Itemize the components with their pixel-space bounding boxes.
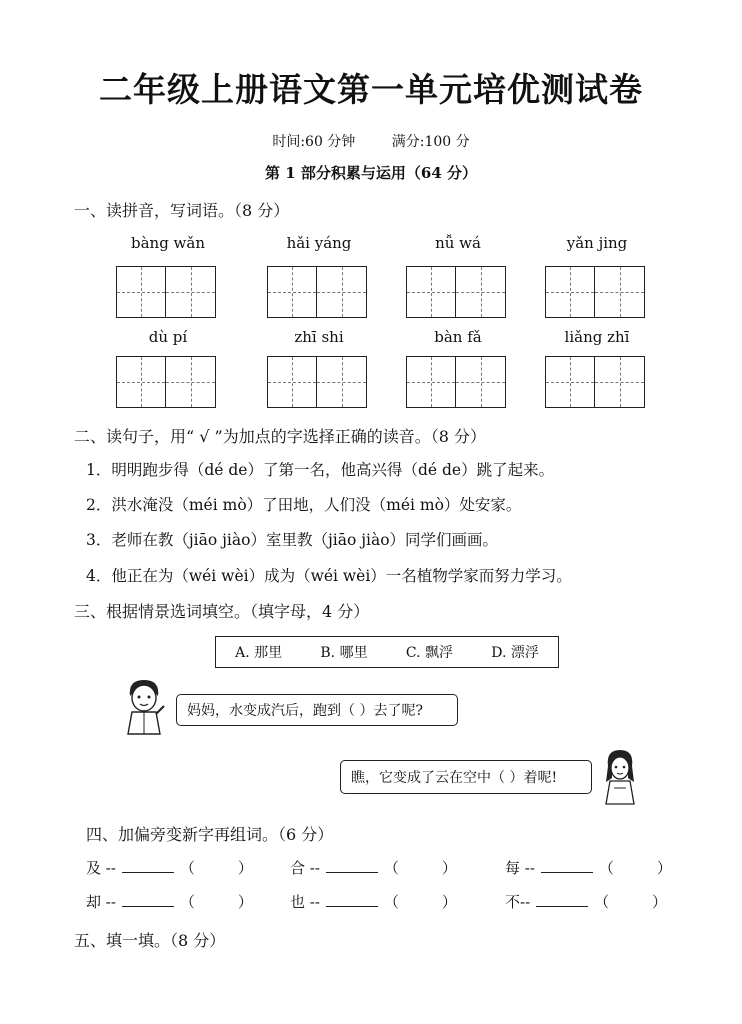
option-c: C. 飘浮 — [405, 645, 453, 661]
answer-blank[interactable] — [541, 858, 593, 873]
part-heading: 第 1 部分积累与运用（64 分） — [265, 164, 477, 182]
answer-blank[interactable] — [536, 892, 588, 907]
radical-item-4: 却 -- （ ） — [86, 893, 253, 911]
pinyin-8: liǎng zhī — [564, 328, 630, 346]
tianzige-2[interactable] — [267, 266, 367, 318]
radical-item-6: 不-- （ ） — [505, 893, 668, 911]
option-d: D. 漂浮 — [491, 645, 539, 661]
word-options-box — [215, 636, 559, 668]
pinyin-4: yǎn jing — [566, 234, 628, 252]
radical-item-5: 也 -- （ ） — [290, 893, 457, 911]
tianzige-6[interactable] — [267, 356, 367, 408]
pinyin-2: hǎi yáng — [286, 234, 352, 252]
boy-speech-bubble: 妈妈，水变成汽后，跑到（ ）去了呢? — [176, 694, 458, 726]
pinyin-6: zhī shi — [294, 328, 344, 346]
question-2-1: 1．明明跑步得（dé de）了第一名，他高兴得（dé de）跳了起来。 — [86, 461, 555, 479]
pinyin-1: bàng wǎn — [130, 234, 206, 252]
question-2-2: 2．洪水淹没（méi mò）了田地，人们没（méi mò）处安家。 — [86, 496, 522, 514]
radical-item-1: 及 -- （ ） — [86, 859, 253, 877]
tianzige-1[interactable] — [116, 266, 216, 318]
tianzige-8[interactable] — [545, 356, 645, 408]
girl-illustration — [600, 748, 640, 806]
section5-heading: 五、填一填。（8 分） — [74, 931, 226, 950]
answer-blank[interactable] — [122, 858, 174, 873]
section4-heading: 四、加偏旁变新字再组词。（6 分） — [86, 825, 334, 844]
section1-heading: 一、读拼音，写词语。（8 分） — [74, 201, 290, 220]
boy-illustration — [120, 676, 168, 738]
tianzige-7[interactable] — [406, 356, 506, 408]
option-b: B. 哪里 — [320, 645, 368, 661]
radical-item-2: 合 -- （ ） — [290, 859, 457, 877]
radical-item-3: 每 -- （ ） — [505, 859, 672, 877]
question-2-4: 4．他正在为（wéi wèi）成为（wéi wèi）一名植物学家而努力学习。 — [86, 567, 572, 585]
answer-blank[interactable] — [326, 858, 378, 873]
page-title: 二年级上册语文第一单元培优测试卷 — [99, 70, 643, 109]
tianzige-4[interactable] — [545, 266, 645, 318]
section3-heading: 三、根据情景选词填空。（填字母，4 分） — [74, 602, 370, 621]
time-limit: 时间:60 分钟 — [272, 134, 356, 150]
option-a: A. 那里 — [235, 645, 283, 661]
tianzige-5[interactable] — [116, 356, 216, 408]
pinyin-3: nǚ wá — [435, 234, 481, 252]
section2-heading: 二、读句子，用“ √ ”为加点的字选择正确的读音。（8 分） — [74, 427, 486, 446]
full-score: 满分:100 分 — [391, 134, 470, 150]
tianzige-3[interactable] — [406, 266, 506, 318]
question-2-3: 3．老师在教（jiāo jiào）室里教（jiāo jiào）同学们画画。 — [86, 531, 499, 549]
girl-speech-bubble: 瞧，它变成了云在空中（ ）着呢! — [340, 760, 592, 794]
answer-blank[interactable] — [122, 892, 174, 907]
answer-blank[interactable] — [326, 892, 378, 907]
pinyin-7: bàn fǎ — [434, 328, 482, 346]
pinyin-5: dù pí — [148, 328, 188, 346]
exam-meta — [0, 131, 742, 151]
